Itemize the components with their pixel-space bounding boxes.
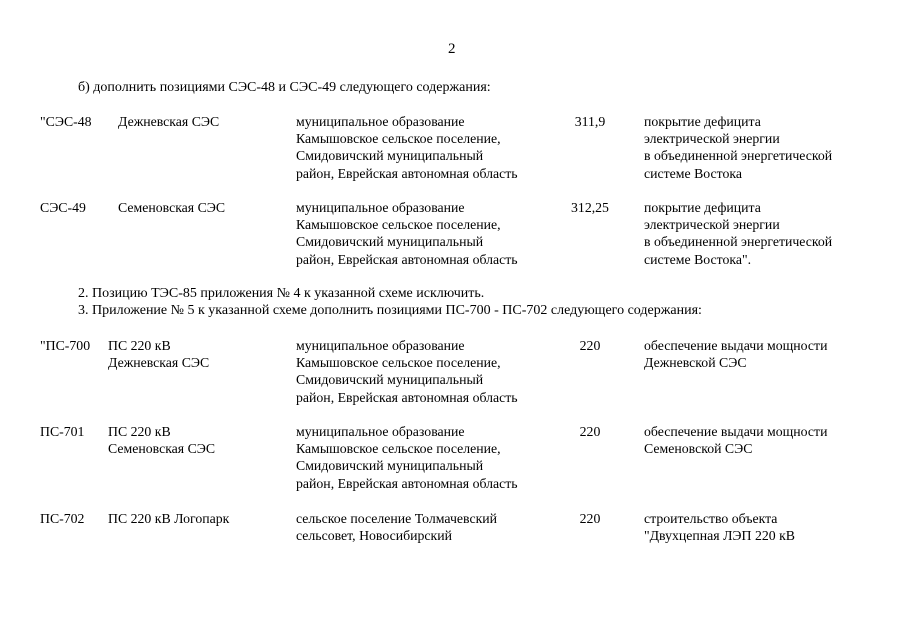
purpose-line: Семеновской СЭС bbox=[644, 441, 753, 457]
object-location bbox=[296, 199, 518, 268]
object-name: Семеновская СЭС bbox=[118, 200, 226, 215]
purpose-line: электрической энергии bbox=[644, 131, 780, 147]
purpose-line: покрытие дефицита bbox=[644, 114, 761, 129]
name-line: Семеновская СЭС bbox=[108, 441, 216, 457]
object-location bbox=[296, 337, 518, 406]
purpose-line: строительство объекта bbox=[644, 511, 778, 526]
position-code: "ПС-700 bbox=[40, 338, 91, 353]
location-line: Смидовичский муниципальный bbox=[296, 372, 484, 388]
object-purpose bbox=[644, 510, 795, 544]
position-code: ПС-702 bbox=[40, 511, 85, 526]
position-code: ПС-701 bbox=[40, 424, 85, 439]
object-purpose bbox=[644, 337, 827, 371]
location-line: Камышовское сельское поселение, bbox=[296, 355, 501, 371]
purpose-line: "Двухцепная ЛЭП 220 кВ bbox=[644, 528, 796, 544]
position-code: "СЭС-48 bbox=[40, 114, 92, 129]
location-line: сельсовет, Новосибирский bbox=[296, 528, 452, 544]
voltage-value: 220 bbox=[579, 511, 601, 526]
position-code: СЭС-49 bbox=[40, 200, 86, 215]
name-line: Дежневская СЭС bbox=[108, 355, 210, 371]
object-name bbox=[108, 510, 229, 527]
object-name bbox=[108, 337, 209, 371]
purpose-line: Дежневской СЭС bbox=[644, 355, 747, 371]
purpose-line: обеспечение выдачи мощности bbox=[644, 424, 828, 439]
location-line: Камышовское сельское поселение, bbox=[296, 217, 501, 233]
location-line: район, Еврейская автономная область bbox=[296, 475, 518, 491]
item-2-paragraph: 2. Позицию ТЭС-85 приложения № 4 к указанной схеме исключить. bbox=[78, 286, 485, 301]
location-line: муниципальное образование bbox=[296, 338, 465, 353]
location-line: Смидовичский муниципальный bbox=[296, 148, 484, 164]
intro-paragraph-b: б) дополнить позициями СЭС-48 и СЭС-49 следующего содержания: bbox=[78, 80, 491, 95]
name-line: ПС 220 кВ bbox=[108, 338, 171, 353]
voltage-value: 220 bbox=[579, 338, 601, 353]
object-purpose bbox=[644, 423, 827, 457]
purpose-line: в объединенной энергетической bbox=[644, 234, 833, 250]
location-line: муниципальное образование bbox=[296, 114, 465, 129]
location-line: район, Еврейская автономная область bbox=[296, 251, 518, 267]
object-purpose bbox=[644, 113, 832, 182]
purpose-line: электрической энергии bbox=[644, 217, 780, 233]
object-purpose bbox=[644, 199, 832, 268]
location-line: муниципальное образование bbox=[296, 200, 465, 215]
object-location bbox=[296, 423, 518, 492]
item-3-paragraph: 3. Приложение № 5 к указанной схеме дополнить позициями ПС-700 - ПС-702 следующего содержания: bbox=[78, 303, 702, 318]
name-line: ПС 220 кВ bbox=[108, 424, 171, 439]
capacity-value: 311,9 bbox=[574, 114, 606, 129]
location-line: Смидовичский муниципальный bbox=[296, 458, 484, 474]
purpose-line: обеспечение выдачи мощности bbox=[644, 338, 828, 353]
purpose-line: системе Востока bbox=[644, 165, 743, 181]
object-location bbox=[296, 510, 497, 544]
object-location bbox=[296, 113, 518, 182]
location-line: муниципальное образование bbox=[296, 424, 465, 439]
page-number: 2 bbox=[448, 41, 456, 57]
location-line: сельское поселение Толмачевский bbox=[296, 511, 498, 526]
voltage-value: 220 bbox=[579, 424, 601, 439]
location-line: район, Еврейская автономная область bbox=[296, 389, 518, 405]
purpose-line: покрытие дефицита bbox=[644, 200, 761, 215]
location-line: Камышовское сельское поселение, bbox=[296, 131, 501, 147]
location-line: Камышовское сельское поселение, bbox=[296, 441, 501, 457]
capacity-value: 312,25 bbox=[571, 200, 609, 215]
purpose-line: системе Востока". bbox=[644, 251, 752, 267]
object-name: Дежневская СЭС bbox=[118, 114, 220, 129]
location-line: район, Еврейская автономная область bbox=[296, 165, 518, 181]
name-line: ПС 220 кВ Логопарк bbox=[108, 511, 230, 526]
location-line: Смидовичский муниципальный bbox=[296, 234, 484, 250]
object-name bbox=[108, 423, 215, 457]
purpose-line: в объединенной энергетической bbox=[644, 148, 833, 164]
